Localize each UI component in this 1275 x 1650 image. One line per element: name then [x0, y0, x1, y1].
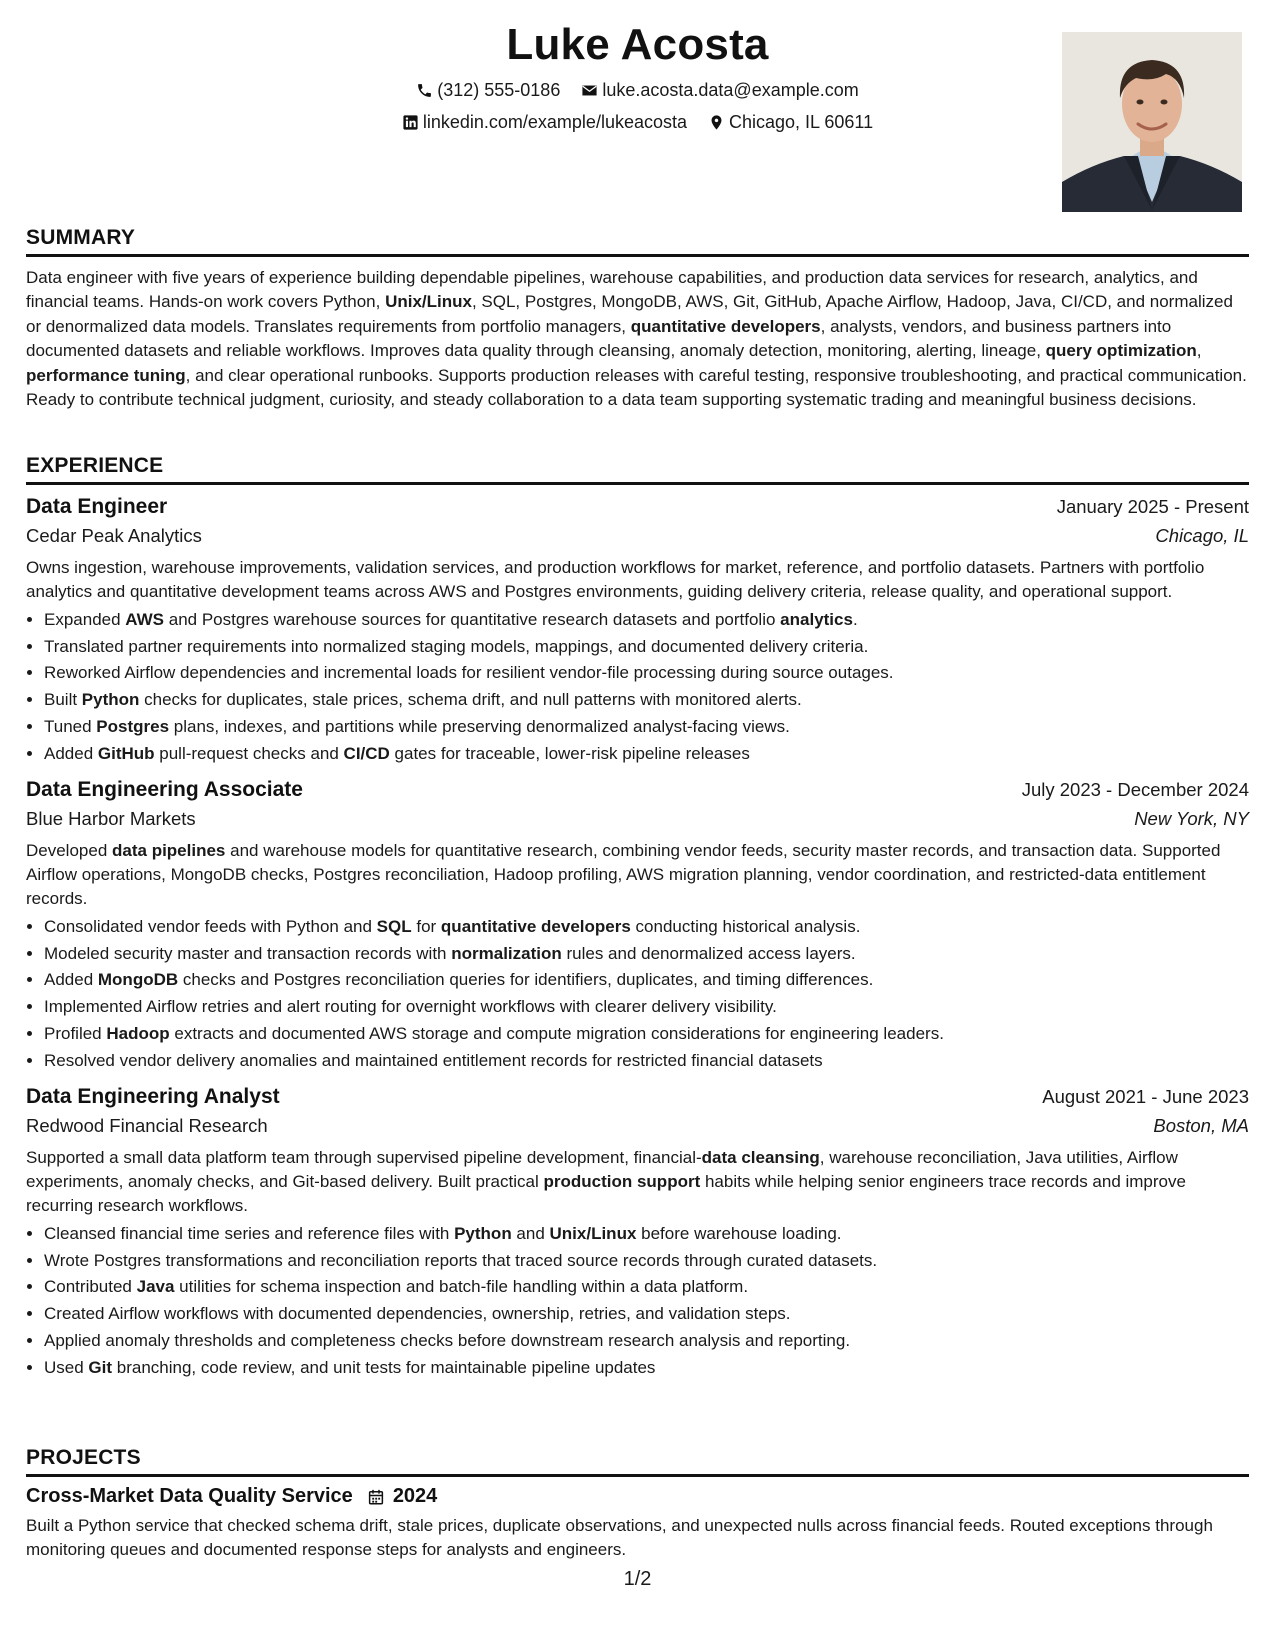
job-company: Blue Harbor Markets: [26, 807, 196, 829]
job-description: Developed data pipelines and warehouse models for quantitative research, combining vendor feeds, security master records, and transaction data. Supported Airflow operations, MongoDB checks, Postgres reconciliation, Hadoop profiling, AWS migration planning, vendor coordination, and restricted-data entitlement records.: [26, 840, 1221, 909]
job-bullets: [26, 914, 1249, 1075]
job-bullet: • Translated partner requirements into normalized staging models, mappings, and documented delivery criteria.: [44, 634, 1249, 661]
resume-page: [26, 0, 1249, 1560]
contact-phone[interactable]: [416, 80, 560, 101]
job-bullet: • Implemented Airflow retries and alert routing for overnight workflows with clearer delivery visibility.: [44, 994, 1249, 1021]
summary-heading: SUMMARY: [26, 226, 1249, 257]
job-dates: January 2025 - Present: [1056, 496, 1249, 517]
summary-section: [26, 226, 1249, 412]
job-bullet: • Resolved vendor delivery anomalies and maintained entitlement records for restricted financial datasets: [44, 1048, 1249, 1075]
experience-heading: EXPERIENCE: [26, 454, 1249, 485]
candidate-name: Luke Acosta: [506, 20, 769, 69]
job-title: Data Engineer: [26, 495, 168, 518]
job-title: Data Engineering Associate: [26, 777, 303, 801]
projects-section: [26, 1446, 1249, 1563]
job-description: Supported a small data platform team through supervised pipeline development, financial-data cleansing, warehouse reconciliation, Java utilities, Airflow experiments, anomaly checks, and Git-based delivery. Built practical production support habits while helping senior engineers trace records and improve recurring research workflows.: [26, 1147, 1186, 1216]
job-bullet: • Modeled security master and transaction records with normalization rules and denormalized access layers.: [44, 941, 1249, 968]
job-dates: August 2021 - June 2023: [1042, 1085, 1249, 1107]
calendar-icon: [367, 1488, 385, 1506]
email-text: luke.acosta.data@example.com: [602, 80, 859, 100]
job-bullet: • Expanded AWS and Postgres warehouse sources for quantitative research datasets and portfolio analytics.: [44, 607, 1249, 634]
phone-icon: [416, 82, 433, 99]
job-bullet: • Profiled Hadoop extracts and documented AWS storage and compute migration considerations for engineering leaders.: [44, 1021, 1249, 1048]
job-entry: [26, 778, 1249, 1075]
job-entry: [26, 495, 1249, 768]
job-location: Boston, MA: [1153, 1114, 1249, 1136]
experience-section: [26, 454, 1249, 1382]
project-year-group: [367, 1485, 438, 1508]
job-title: Data Engineering Analyst: [26, 1084, 280, 1108]
job-location: Chicago, IL: [1155, 525, 1249, 546]
linkedin-text: linkedin.com/example/lukeacosta: [422, 112, 687, 132]
projects-heading: PROJECTS: [26, 1446, 1249, 1477]
job-company: Cedar Peak Analytics: [26, 525, 202, 546]
job-bullets: [26, 1221, 1249, 1382]
profile-photo: [1062, 32, 1242, 212]
project-year: 2024: [392, 1485, 438, 1507]
job-dates: July 2023 - December 2024: [1021, 778, 1249, 800]
linkedin-icon: [402, 114, 419, 131]
summary-text: Data engineer with five years of experience building dependable pipelines, warehouse capabilities, and production data services for research, analytics, and financial teams. Hands-on work covers Python, Unix/Linux, SQL, Postgres, MongoDB, AWS, Git, GitHub, Apache Airflow, Hadoop, Java, CI/CD, and normalized or denormalized data models. Translates requirements from portfolio managers, quantitative developers, analysts, vendors, and business partners into documented datasets and reliable workflows. Improves data quality through cleansing, anomaly detection, monitoring, alerting, lineage, query optimization, performance tuning, and clear operational runbooks. Supports production releases with careful testing, responsive troubleshooting, and practical communication. Ready to contribute technical judgment, curiosity, and steady collaboration to a data team supporting systematic trading and meaningful business decisions.: [26, 268, 1247, 410]
project-header: [26, 1485, 1249, 1508]
job-company: Redwood Financial Research: [26, 1114, 268, 1136]
job-bullet: • Added GitHub pull-request checks and CI/CD gates for traceable, lower-risk pipeline releases: [44, 741, 1249, 768]
job-bullets: [26, 607, 1249, 768]
job-location: New York, NY: [1134, 807, 1249, 829]
job-entry: [26, 1085, 1249, 1382]
project-description: Built a Python service that checked schema drift, stale prices, duplicate observations, and unexpected nulls across financial feeds. Routed exceptions through monitoring queues and documented response steps for analysts and engineers.: [26, 1516, 1213, 1560]
job-bullet: • Tuned Postgres plans, indexes, and partitions while preserving denormalized analyst-facing views.: [44, 714, 1249, 741]
job-bullet: • Consolidated vendor feeds with Python and SQL for quantitative developers conducting historical analysis.: [44, 914, 1249, 941]
location-text: Chicago, IL 60611: [729, 112, 874, 132]
map-pin-icon: [708, 114, 725, 131]
job-bullet: • Applied anomaly thresholds and completeness checks before downstream research analysis and reporting.: [44, 1328, 1249, 1355]
project-title: Cross-Market Data Quality Service: [26, 1485, 353, 1507]
profile-photo-illustration: [1062, 32, 1242, 212]
job-bullet: • Built Python checks for duplicates, stale prices, schema drift, and null patterns with monitored alerts.: [44, 687, 1249, 714]
page-number: 1/2: [623, 1568, 652, 1590]
job-bullet: • Reworked Airflow dependencies and incremental loads for resilient vendor-file processing during source outages.: [44, 660, 1249, 687]
job-bullet: • Wrote Postgres transformations and reconciliation reports that traced source records through curated datasets.: [44, 1248, 1249, 1275]
job-bullet: • Contributed Java utilities for schema inspection and batch-file handling within a data platform.: [44, 1274, 1249, 1301]
job-bullet: • Cleansed financial time series and reference files with Python and Unix/Linux before warehouse loading.: [44, 1221, 1249, 1248]
contact-location: [708, 112, 873, 133]
envelope-icon: [581, 82, 598, 99]
resume-header: [26, 0, 1249, 218]
job-bullet: • Used Git branching, code review, and unit tests for maintainable pipeline updates: [44, 1355, 1249, 1382]
contact-linkedin[interactable]: [402, 112, 687, 133]
contact-email[interactable]: [581, 80, 858, 101]
job-description: Owns ingestion, warehouse improvements, validation services, and production workflows for market, reference, and portfolio datasets. Partners with portfolio analytics and quantitative development teams across AWS and Postgres environments, guiding delivery criteria, release quality, and operational support.: [26, 558, 1205, 602]
job-bullet: • Added MongoDB checks and Postgres reconciliation queries for identifiers, duplicates, and timing differences.: [44, 967, 1249, 994]
job-bullet: • Created Airflow workflows with documented dependencies, ownership, retries, and validation steps.: [44, 1301, 1249, 1328]
phone-text: (312) 555-0186: [437, 80, 561, 100]
